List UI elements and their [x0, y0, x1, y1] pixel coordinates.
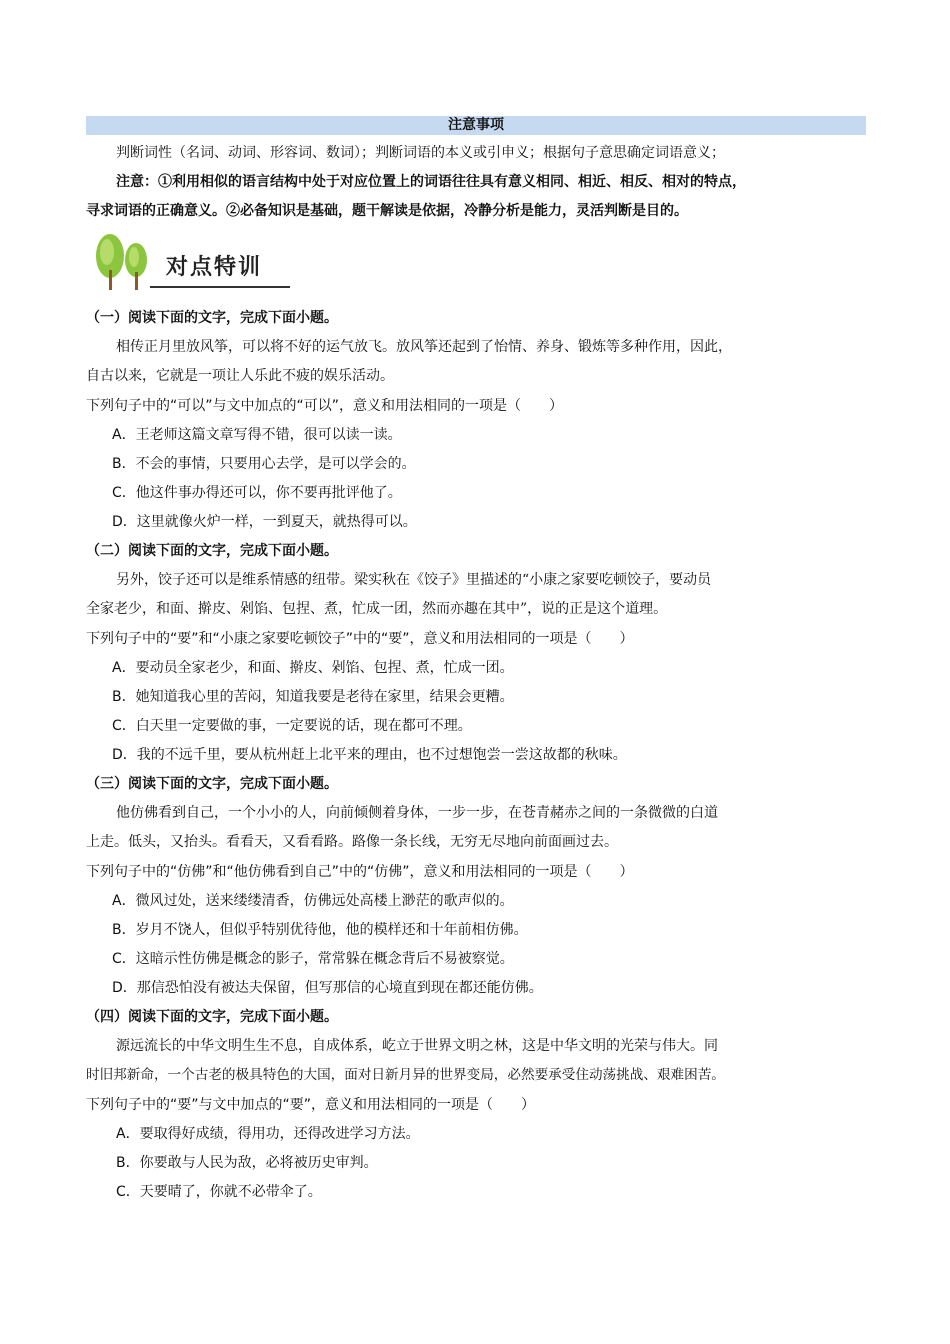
- exercise-section: [86, 770, 866, 1003]
- section-heading: （四）阅读下面的文字，完成下面小题。: [86, 1009, 338, 1025]
- passage-line: 时旧邦新命，一个古老的极具特色的大国，面对日新月异的世界变局，必然要承受住动荡挑战、艰难困苦。: [86, 1067, 725, 1083]
- passage-line: 自古以来，它就是一项让人乐此不疲的娱乐活动。: [86, 368, 394, 384]
- question-stem: 下列句子中的“可以”与文中加点的“可以”，意义和用法相同的一项是（ ）: [86, 398, 564, 414]
- passage-line: 源远流长的中华文明生生不息，自成体系，屹立于世界文明之林，这是中华文明的光荣与伟大。同: [116, 1038, 718, 1054]
- question-stem: 下列句子中的“要”和“小康之家要吃顿饺子”中的“要”，意义和用法相同的一项是（ ）: [86, 631, 634, 647]
- option-a: A．要取得好成绩，得用功，还得改进学习方法。: [116, 1126, 420, 1142]
- notice-note-line: 注意：①利用相似的语言结构中处于对应位置上的词语往往具有意义相同、相近、相反、相对的特点，: [116, 174, 746, 190]
- option-b: B．你要敢与人民为敌，必将被历史审判。: [116, 1155, 378, 1171]
- option-a: A．微风过处，送来缕缕清香，仿佛远处高楼上渺茫的歌声似的。: [112, 893, 514, 909]
- option-d: D．那信恐怕没有被达夫保留，但写那信的心境直到现在都还能仿佛。: [112, 980, 543, 996]
- option-d: D．这里就像火炉一样，一到夏天，就热得可以。: [112, 514, 417, 530]
- section-heading: （一）阅读下面的文字，完成下面小题。: [86, 310, 338, 326]
- option-d: D．我的不远千里，要从杭州赶上北平来的理由，也不过想饱尝一尝这故都的秋味。: [112, 747, 627, 763]
- passage-line: 相传正月里放风筝，可以将不好的运气放飞。放风筝还起到了怡情、养身、锻炼等多种作用，因此，: [116, 339, 732, 355]
- question-stem: 下列句子中的“要”与文中加点的“要”，意义和用法相同的一项是（ ）: [86, 1097, 536, 1113]
- question-stem: 下列句子中的“仿佛”和“他仿佛看到自己”中的“仿佛”，意义和用法相同的一项是（ ）: [86, 864, 634, 880]
- banner-title: 对点特训: [166, 255, 263, 280]
- document-page: [86, 116, 866, 1207]
- passage-line: 全家老少，和面、擀皮、剁馅、包捏、煮，忙成一团，然而亦趣在其中”，说的正是这个道理。: [86, 601, 668, 617]
- notice-line: 判断词性（名词、动词、形容词、数词）；判断词语的本义或引申义；根据句子意思确定词语意义；: [116, 145, 725, 161]
- option-a: A．要动员全家老少，和面、擀皮、剁馅、包捏、煮，忙成一团。: [112, 660, 514, 676]
- option-c: C．这暗示性仿佛是概念的影子，常常躲在概念背后不易被察觉。: [112, 951, 514, 967]
- tree-icon: [90, 230, 160, 304]
- section-heading: （二）阅读下面的文字，完成下面小题。: [86, 543, 338, 559]
- passage-line: 上走。低头，又抬头。看看天，又看看路。路像一条长线，无穷无尽地向前面画过去。: [86, 834, 618, 850]
- notice-note-line: 寻求词语的正确意义。②必备知识是基础，题干解读是依据，冷静分析是能力，灵活判断是目的。: [86, 203, 688, 219]
- option-c: C．他这件事办得还可以，你不要再批评他了。: [112, 485, 402, 501]
- exercise-section: [86, 1003, 866, 1207]
- option-c: C．天要晴了，你就不必带伞了。: [116, 1184, 322, 1200]
- section-heading: （三）阅读下面的文字，完成下面小题。: [86, 776, 338, 792]
- exercise-section: [86, 537, 866, 770]
- option-b: B．岁月不饶人，但似乎特别优待他，他的模样还和十年前相仿佛。: [112, 922, 528, 938]
- section-banner: [90, 230, 866, 304]
- option-a: A．王老师这篇文章写得不错，很可以读一读。: [112, 427, 402, 443]
- exercise-section: [86, 304, 866, 537]
- option-b: B．她知道我心里的苦闷，知道我要是老待在家里，结果会更糟。: [112, 689, 514, 705]
- notice-title: 注意事项: [86, 116, 866, 135]
- passage-line: 另外，饺子还可以是维系情感的纽带。梁实秋在《饺子》里描述的“小康之家要吃顿饺子，要动员: [116, 572, 712, 588]
- banner-underline: [150, 286, 290, 288]
- option-b: B．不会的事情，只要用心去学，是可以学会的。: [112, 456, 416, 472]
- option-c: C．白天里一定要做的事，一定要说的话，现在都可不理。: [112, 718, 472, 734]
- passage-line: 他仿佛看到自己，一个小小的人，向前倾侧着身体，一步一步，在苍青赭赤之间的一条微微的白道: [116, 805, 718, 821]
